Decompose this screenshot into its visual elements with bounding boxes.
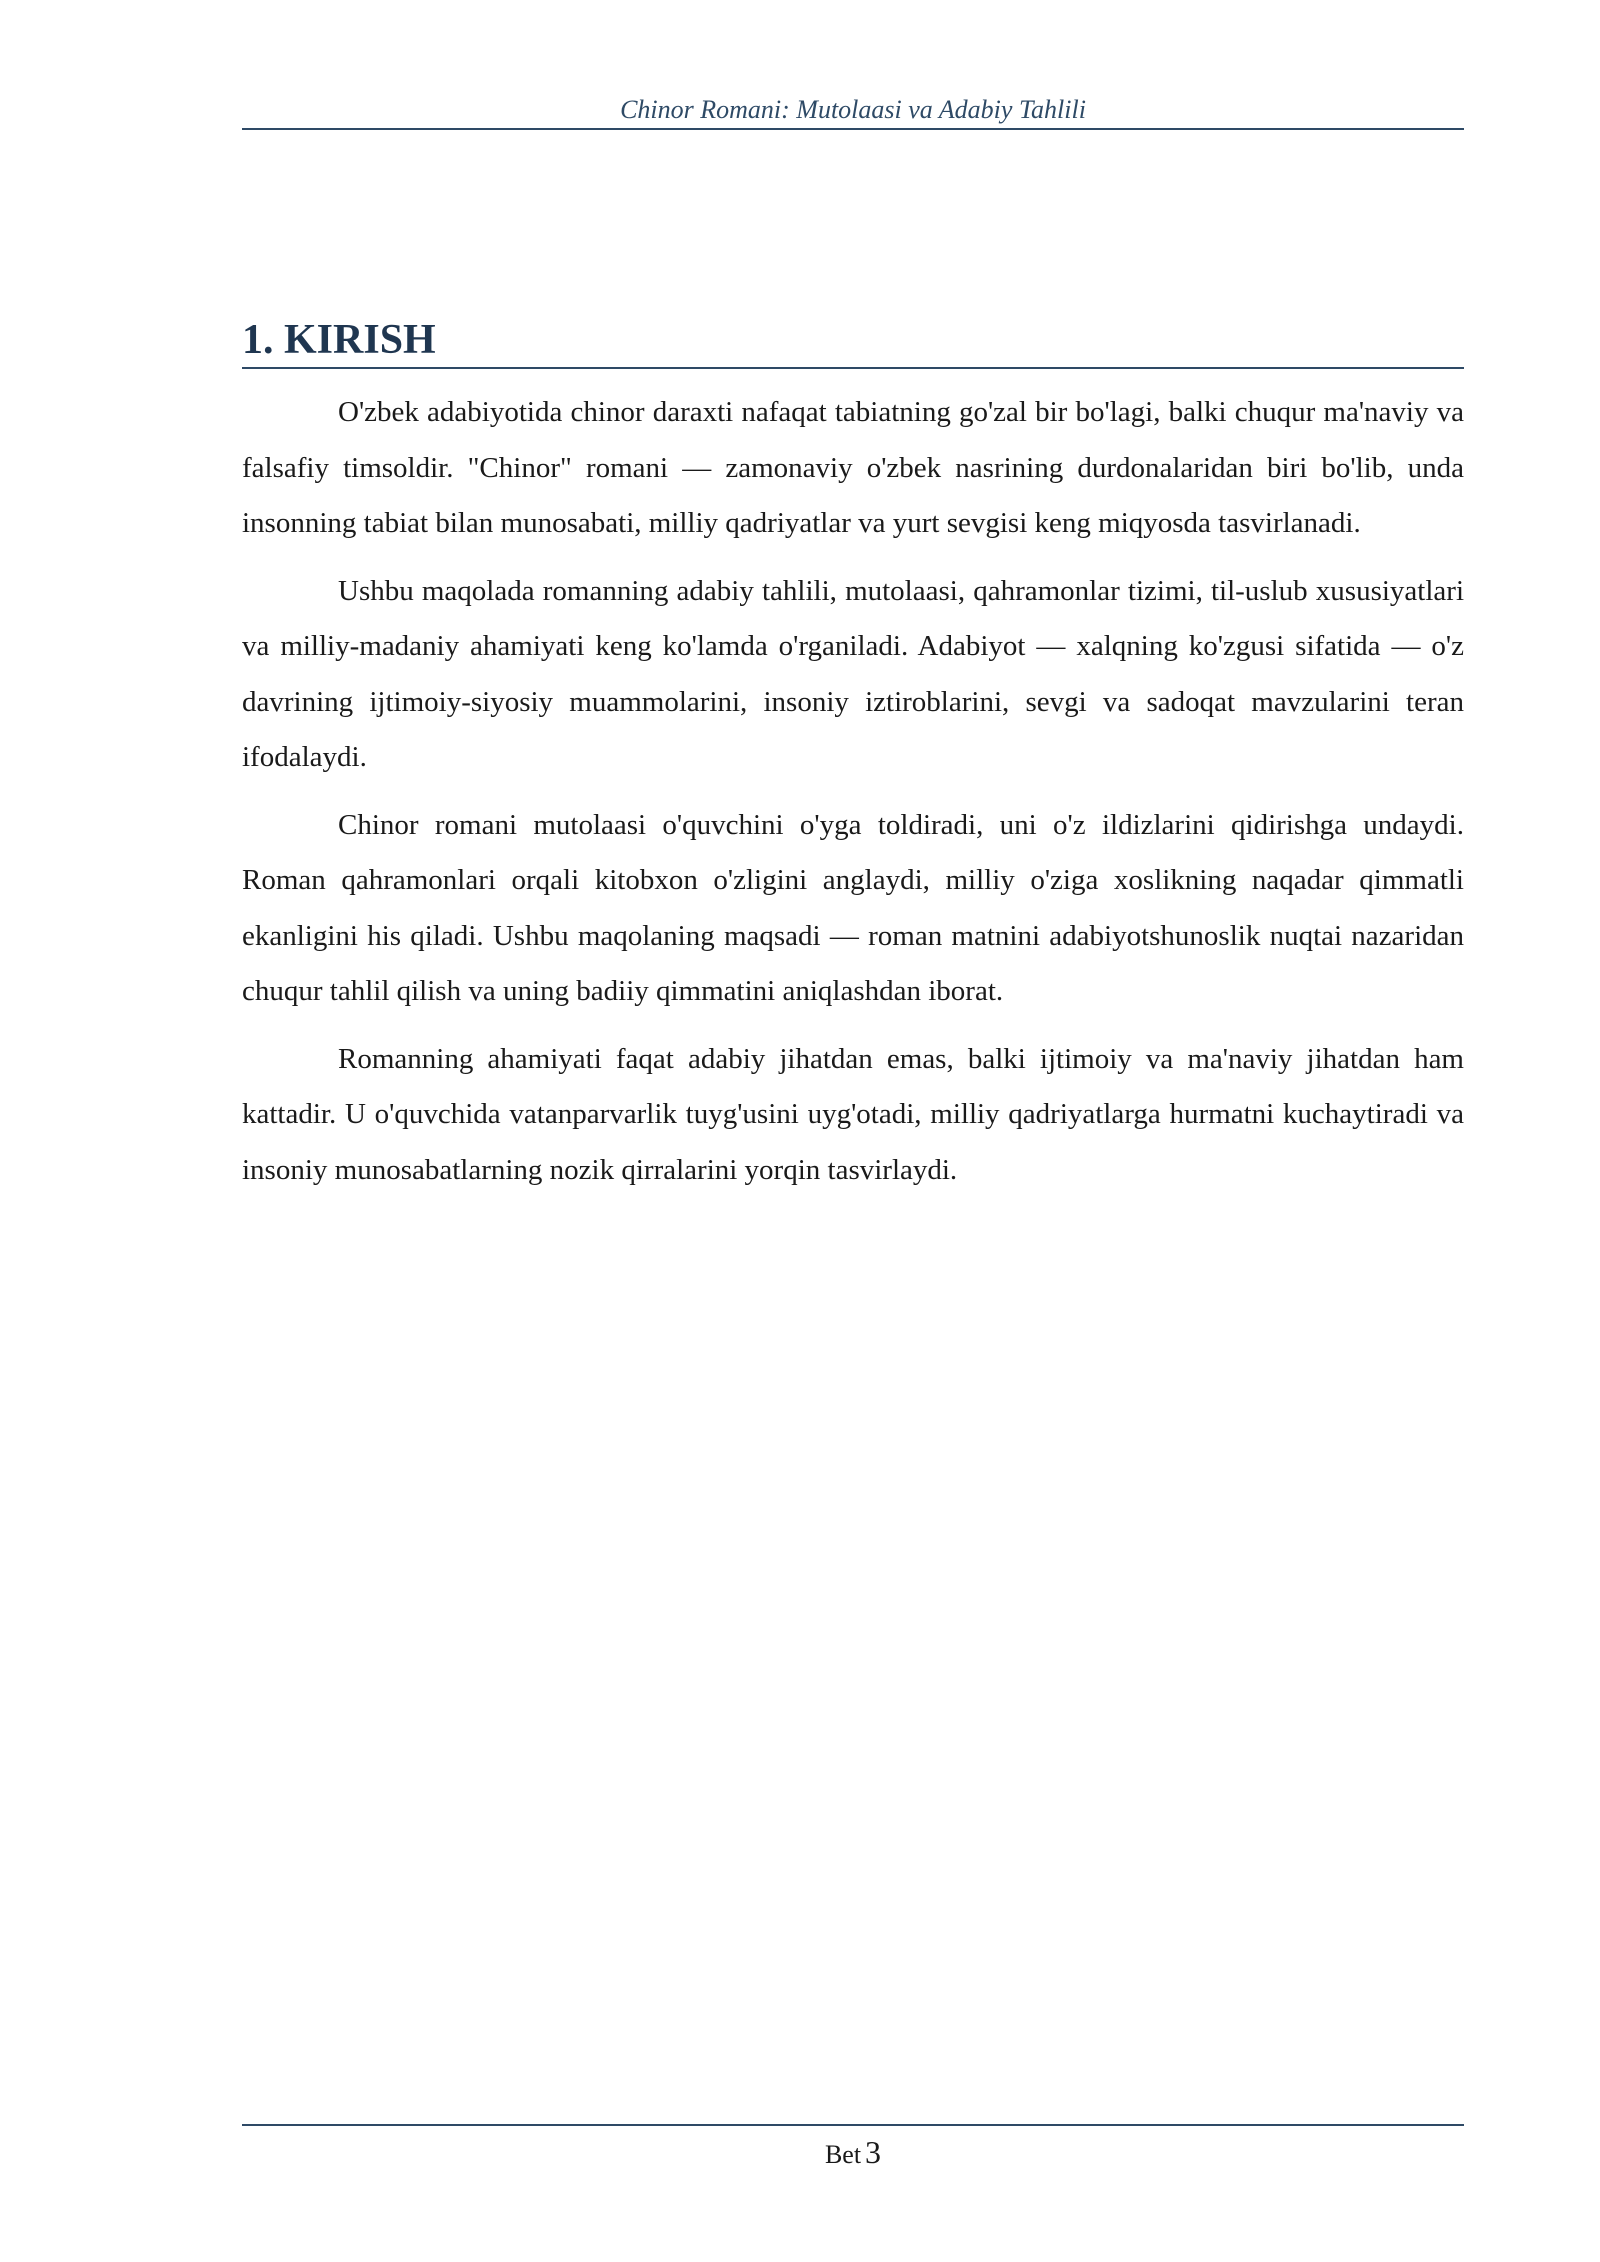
title-underline [242, 367, 1464, 369]
page-label: Bet [824, 2140, 862, 2169]
footer-divider [242, 2124, 1464, 2126]
paragraph: Romanning ahamiyati faqat adabiy jihatdan emas, balki ijtimoiy va ma'naviy jihatdan ham kattadir. U o'quvchida vatanparvarlik tuyg'usini uyg'otadi, milliy qadriyatlarga hurmatni kuchaytiradi va insoniy munosabatlarning nozik qirralarini yorqin tasvirlaydi. [242, 1042, 1464, 1186]
page-footer [242, 2130, 1464, 2181]
page-number: 3 [865, 2134, 882, 2170]
running-header: Chinor Romani: Mutolaasi va Adabiy Tahlili [620, 95, 1086, 124]
paragraph: Chinor romani mutolaasi o'quvchini o'yga toldiradi, uni o'z ildizlarini qidirishga undaydi. Roman qahramonlari orqali kitobxon o'zligini anglaydi, milliy o'ziga xoslikning naqadar qimmatli ekanligini his qiladi. Ushbu maqolaning maqsadi — roman matnini adabiyotshunoslik nuqtai nazaridan chuqur tahlil qilish va uning badiiy qimmatini aniqlashdan iborat. [242, 808, 1464, 1007]
section-title: 1. KIRISH [242, 317, 436, 363]
header-divider [242, 128, 1464, 130]
paragraph: Ushbu maqolada romanning adabiy tahlili, mutolaasi, qahramonlar tizimi, til-uslub xususiyatlari va milliy-madaniy ahamiyati keng ko'lamda o'rganiladi. Adabiyot — xalqning ko'zgusi sifatida — o'z davrining ijtimoiy-siyosiy muammolarini, insoniy iztiroblarini, sevgi va sadoqat mavzularini teran ifodalaydi. [242, 574, 1464, 773]
section-body [242, 385, 1464, 1210]
paragraph: O'zbek adabiyotida chinor daraxti nafaqat tabiatning go'zal bir bo'lagi, balki chuqur ma'naviy va falsafiy timsoldir. "Chinor" romani — zamonaviy o'zbek nasrining durdonalaridan biri bo'lib, unda insonning tabiat bilan munosabati, milliy qadriyatlar va yurt sevgisi keng miqyosda tasvirlanadi. [242, 396, 1464, 539]
